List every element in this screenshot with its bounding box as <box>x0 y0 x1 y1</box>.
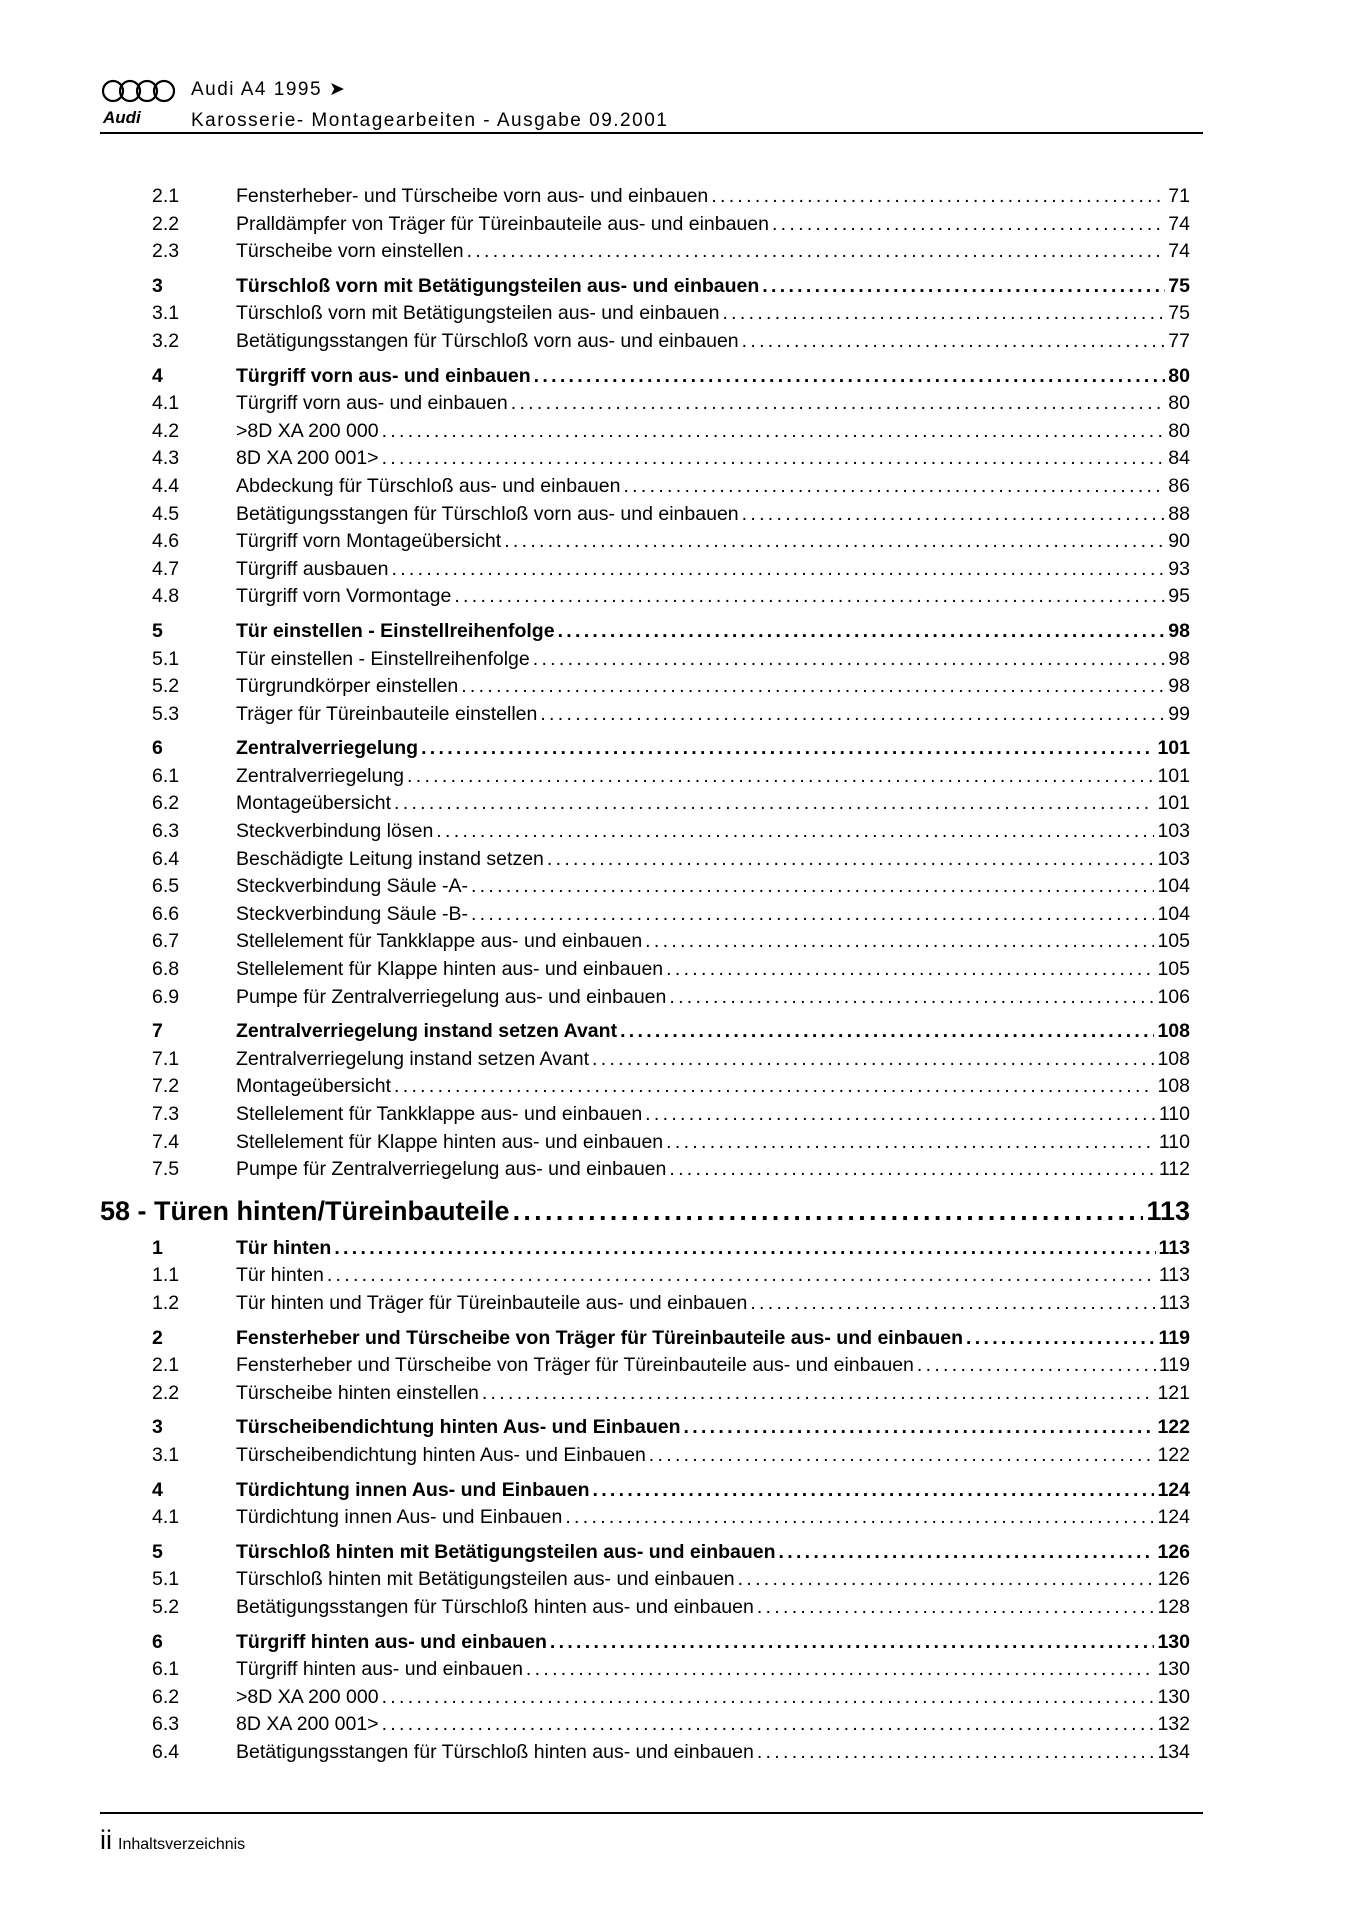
toc-row[interactable] <box>100 765 1190 793</box>
toc-page-number: 74 <box>1168 240 1190 263</box>
toc-dot-leader <box>454 585 1165 608</box>
toc-dot-leader <box>540 703 1165 726</box>
toc-dot-leader <box>762 275 1165 298</box>
toc-title: 58 - Türen hinten/Türeinbauteile <box>100 1195 510 1226</box>
toc-row[interactable] <box>100 958 1190 986</box>
toc-row[interactable] <box>100 648 1190 676</box>
toc-number: 6.3 <box>152 1713 180 1736</box>
toc-title: 8D XA 200 001> <box>236 447 379 470</box>
toc-chapter-row[interactable] <box>100 1327 1190 1355</box>
toc-title: Tür hinten <box>236 1264 324 1287</box>
toc-page-number: 124 <box>1157 1506 1190 1529</box>
toc-title: Zentralverriegelung <box>236 737 419 760</box>
toc-chapter-row[interactable] <box>100 737 1190 765</box>
toc-dot-leader <box>327 1264 1156 1287</box>
toc-number: 5.1 <box>152 647 180 670</box>
toc-row[interactable] <box>100 503 1190 531</box>
toc-title: Stellelement für Tankklappe aus- und einbauen <box>236 930 643 953</box>
toc-main-heading[interactable] <box>100 1196 1190 1234</box>
toc-dot-leader <box>482 1382 1155 1405</box>
audi-logo <box>100 78 180 128</box>
toc-row[interactable] <box>100 1596 1190 1624</box>
toc-number: 6.4 <box>152 1740 180 1763</box>
toc-number: 4.5 <box>152 502 180 525</box>
toc-chapter-row[interactable] <box>100 1020 1190 1048</box>
toc-row[interactable] <box>100 475 1190 503</box>
footer-page-number: ii <box>100 1825 112 1855</box>
toc-dot-leader <box>471 875 1154 898</box>
toc-title: Stellelement für Klappe hinten aus- und einbauen <box>236 1130 664 1153</box>
toc-title: Türschloß hinten mit Betätigungsteilen aus- und einbauen <box>236 1540 776 1563</box>
toc-row[interactable] <box>100 585 1190 613</box>
toc-dot-leader <box>742 330 1166 353</box>
toc-title: Fensterheber- und Türscheibe vorn aus- und einbauen <box>236 185 709 207</box>
toc-dot-leader <box>620 1020 1154 1043</box>
toc-title: Türgriff ausbauen <box>236 557 389 580</box>
toc-dot-leader <box>750 1292 1156 1315</box>
toc-page-number: 121 <box>1157 1381 1190 1404</box>
toc-page-number: 80 <box>1168 392 1190 415</box>
toc-dot-leader <box>504 530 1165 553</box>
toc-page-number: 113 <box>1146 1195 1190 1226</box>
toc-page-number: 134 <box>1157 1740 1190 1763</box>
toc-title: Betätigungsstangen für Türschloß hinten aus- und einbauen <box>236 1740 754 1763</box>
toc-number: 4.1 <box>152 392 180 415</box>
toc-row[interactable] <box>100 213 1190 241</box>
toc-page-number: 105 <box>1157 958 1190 981</box>
toc-page-number: 93 <box>1168 557 1190 580</box>
toc-page-number: 103 <box>1157 847 1190 870</box>
toc-chapter-row[interactable] <box>100 1416 1190 1444</box>
page-header <box>100 78 1203 136</box>
toc-dot-leader <box>649 1444 1155 1467</box>
toc-page-number: 113 <box>1158 1291 1190 1314</box>
toc-page-number: 124 <box>1157 1478 1190 1501</box>
toc-title: Stellelement für Tankklappe aus- und einbauen <box>236 1103 643 1125</box>
toc-dot-leader <box>558 620 1166 643</box>
toc-number: 4 <box>152 364 163 387</box>
toc-title: Stellelement für Klappe hinten aus- und einbauen <box>236 958 664 981</box>
toc-title: Zentralverriegelung instand setzen Avant <box>236 1047 590 1070</box>
toc-title: Steckverbindung lösen <box>236 820 434 843</box>
toc-title: Türgriff vorn aus- und einbauen <box>236 392 508 415</box>
toc-title: Tür einstellen - Einstellreihenfolge <box>236 647 530 670</box>
toc-number: 5.3 <box>152 702 180 725</box>
toc-number: 3.1 <box>152 302 180 325</box>
toc-dot-leader <box>966 1327 1155 1350</box>
toc-dot-leader <box>394 1075 1154 1098</box>
toc-number: 6.5 <box>152 875 180 898</box>
toc-dot-leader <box>394 792 1154 815</box>
toc-row[interactable] <box>100 1292 1190 1320</box>
toc-page-number: 80 <box>1168 364 1190 387</box>
toc-row[interactable] <box>100 848 1190 876</box>
toc-title: Türscheibendichtung hinten Aus- und Einbauen <box>236 1443 646 1466</box>
toc-title: Tür hinten und Träger für Türeinbauteile aus- und einbauen <box>236 1291 748 1314</box>
toc-page-number: 101 <box>1157 792 1190 815</box>
toc-page-number: 75 <box>1168 302 1190 325</box>
toc-number: 7.4 <box>152 1130 180 1153</box>
header-subtitle: Karosserie- Montagearbeiten - Ausgabe 09.2001 <box>191 110 669 131</box>
toc-row[interactable] <box>100 1444 1190 1472</box>
toc-page-number: 126 <box>1157 1540 1190 1563</box>
toc-chapter-row[interactable] <box>100 1541 1190 1569</box>
toc-number: 2 <box>152 1326 163 1349</box>
toc-number: 5 <box>152 1540 163 1563</box>
toc-page-number: 80 <box>1168 419 1190 442</box>
toc-dot-leader <box>623 475 1165 498</box>
toc-page-number: 112 <box>1158 1158 1190 1181</box>
header-divider <box>100 132 1203 134</box>
toc-row[interactable] <box>100 1264 1190 1292</box>
toc-row[interactable] <box>100 1048 1190 1076</box>
toc-number: 1.2 <box>152 1291 180 1314</box>
toc-page-number: 110 <box>1158 1130 1190 1153</box>
toc-title: Türgriff vorn Montageübersicht <box>236 530 502 553</box>
toc-row[interactable] <box>100 447 1190 475</box>
toc-row[interactable] <box>100 1713 1190 1741</box>
toc-number: 7 <box>152 1020 163 1043</box>
toc-dot-leader <box>382 420 1166 443</box>
toc-page-number: 71 <box>1168 185 1190 207</box>
toc-dot-leader <box>407 765 1154 788</box>
toc-row[interactable] <box>100 1382 1190 1410</box>
toc-number: 5.2 <box>152 1595 180 1618</box>
toc-title: Steckverbindung Säule -A- <box>236 875 468 898</box>
toc-title: Türdichtung innen Aus- und Einbauen <box>236 1478 590 1501</box>
toc-number: 1.1 <box>152 1264 180 1287</box>
header-title: Audi A4 1995 ➤ <box>191 79 347 100</box>
toc-title: Türgriff hinten aus- und einbauen <box>236 1630 547 1653</box>
toc-page-number: 110 <box>1158 1103 1190 1125</box>
toc-dot-leader <box>421 737 1154 760</box>
toc-title: Träger für Türeinbauteile einstellen <box>236 702 538 725</box>
toc-dot-leader <box>742 503 1166 526</box>
toc-row[interactable] <box>100 1103 1190 1131</box>
toc-row[interactable] <box>100 185 1190 213</box>
toc-number: 2.1 <box>152 185 180 207</box>
toc-title: 8D XA 200 001> <box>236 1713 379 1736</box>
toc-page-number: 75 <box>1168 274 1190 297</box>
toc-dot-leader <box>666 958 1154 981</box>
toc-number: 6 <box>152 1630 163 1653</box>
toc-number: 5.1 <box>152 1568 180 1591</box>
toc-title: Pumpe für Zentralverriegelung aus- und einbauen <box>236 985 667 1008</box>
toc-page-number: 101 <box>1157 737 1190 760</box>
toc-number: 6.4 <box>152 847 180 870</box>
toc-title: Türgriff vorn aus- und einbauen <box>236 364 531 387</box>
toc-row[interactable] <box>100 1354 1190 1382</box>
toc-page-number: 86 <box>1168 474 1190 497</box>
table-of-contents <box>100 185 1190 1768</box>
toc-title: Pumpe für Zentralverriegelung aus- und einbauen <box>236 1158 667 1181</box>
toc-dot-leader <box>382 1713 1155 1736</box>
toc-chapter-row[interactable] <box>100 1479 1190 1507</box>
toc-page-number: 130 <box>1157 1658 1190 1681</box>
toc-dot-leader <box>593 1479 1155 1502</box>
toc-dot-leader <box>471 903 1154 926</box>
toc-dot-leader <box>467 240 1166 263</box>
toc-number: 2.1 <box>152 1354 180 1377</box>
toc-title: Abdeckung für Türschloß aus- und einbauen <box>236 474 621 497</box>
toc-row[interactable] <box>100 875 1190 903</box>
toc-row[interactable] <box>100 1158 1190 1186</box>
footer-divider <box>100 1812 1203 1814</box>
toc-dot-leader <box>711 185 1165 208</box>
toc-number: 6.2 <box>152 792 180 815</box>
toc-number: 7.5 <box>152 1158 180 1181</box>
toc-dot-leader <box>645 930 1154 953</box>
toc-dot-leader <box>592 1048 1154 1071</box>
toc-title: Betätigungsstangen für Türschloß vorn aus- und einbauen <box>236 329 739 352</box>
toc-title: Türgrundkörper einstellen <box>236 675 459 698</box>
toc-page-number: 119 <box>1158 1326 1190 1349</box>
toc-number: 3.2 <box>152 329 180 352</box>
toc-page-number: 88 <box>1168 502 1190 525</box>
toc-dot-leader <box>738 1568 1155 1591</box>
toc-dot-leader <box>334 1237 1155 1260</box>
toc-page-number: 113 <box>1158 1236 1190 1259</box>
toc-title: >8D XA 200 000 <box>236 419 379 442</box>
toc-number: 4 <box>152 1478 163 1501</box>
toc-number: 4.7 <box>152 557 180 580</box>
toc-dot-leader <box>382 447 1166 470</box>
toc-chapter-row[interactable] <box>100 365 1190 393</box>
toc-dot-leader <box>779 1541 1155 1564</box>
toc-page-number: 99 <box>1168 702 1190 725</box>
toc-title: Montageübersicht <box>236 1075 392 1098</box>
toc-page-number: 130 <box>1157 1630 1190 1653</box>
toc-title: Türgriff hinten aus- und einbauen <box>236 1658 523 1681</box>
toc-row[interactable] <box>100 1686 1190 1714</box>
toc-page-number: 77 <box>1168 329 1190 352</box>
toc-number: 4.6 <box>152 530 180 553</box>
toc-page-number: 98 <box>1168 619 1190 642</box>
toc-title: Türschloß vorn mit Betätigungsteilen aus- und einbauen <box>236 302 720 325</box>
toc-row[interactable] <box>100 1568 1190 1596</box>
toc-number: 6 <box>152 737 163 760</box>
toc-number: 4.2 <box>152 419 180 442</box>
toc-number: 5 <box>152 619 163 642</box>
toc-title: Betätigungsstangen für Türschloß hinten aus- und einbauen <box>236 1595 754 1618</box>
toc-chapter-row[interactable] <box>100 620 1190 648</box>
toc-page-number: 104 <box>1157 875 1190 898</box>
toc-number: 3.1 <box>152 1443 180 1466</box>
toc-row[interactable] <box>100 302 1190 330</box>
toc-number: 2.2 <box>152 212 180 235</box>
toc-dot-leader <box>565 1506 1154 1529</box>
toc-title: Türscheibe hinten einstellen <box>236 1381 479 1404</box>
toc-dot-leader <box>382 1686 1155 1709</box>
toc-row[interactable] <box>100 903 1190 931</box>
toc-row[interactable] <box>100 792 1190 820</box>
toc-page-number: 113 <box>1158 1264 1190 1287</box>
toc-row[interactable] <box>100 820 1190 848</box>
toc-title: Tür einstellen - Einstellreihenfolge <box>236 619 555 642</box>
toc-page-number: 98 <box>1168 675 1190 698</box>
toc-number: 6.8 <box>152 958 180 981</box>
toc-title: Türscheibendichtung hinten Aus- und Einbauen <box>236 1416 681 1439</box>
toc-number: 6.1 <box>152 764 180 787</box>
toc-row[interactable] <box>100 703 1190 731</box>
toc-number: 3 <box>152 274 163 297</box>
toc-title: Montageübersicht <box>236 792 392 815</box>
toc-row[interactable] <box>100 1741 1190 1769</box>
toc-page-number: 122 <box>1157 1416 1190 1439</box>
toc-title: Betätigungsstangen für Türschloß vorn aus- und einbauen <box>236 502 739 525</box>
toc-row[interactable] <box>100 330 1190 358</box>
toc-title: Türgriff vorn Vormontage <box>236 585 452 608</box>
toc-row[interactable] <box>100 1131 1190 1159</box>
toc-chapter-row[interactable] <box>100 1237 1190 1265</box>
toc-number: 7.3 <box>152 1103 180 1125</box>
toc-title: Türdichtung innen Aus- und Einbauen <box>236 1506 563 1529</box>
toc-page-number: 74 <box>1168 212 1190 235</box>
toc-title: Steckverbindung Säule -B- <box>236 902 468 925</box>
toc-chapter-row[interactable] <box>100 1631 1190 1659</box>
toc-number: 3 <box>152 1416 163 1439</box>
toc-dot-leader <box>722 302 1165 325</box>
toc-row[interactable] <box>100 240 1190 268</box>
page-footer <box>100 1825 245 1856</box>
toc-number: 6.2 <box>152 1685 180 1708</box>
toc-number: 6.1 <box>152 1658 180 1681</box>
toc-page-number: 132 <box>1157 1713 1190 1736</box>
toc-page-number: 130 <box>1157 1685 1190 1708</box>
toc-number: 4.1 <box>152 1506 180 1529</box>
toc-number: 6.7 <box>152 930 180 953</box>
toc-dot-leader <box>666 1131 1156 1154</box>
toc-page-number: 106 <box>1157 985 1190 1008</box>
toc-page-number: 105 <box>1157 930 1190 953</box>
toc-number: 7.2 <box>152 1075 180 1098</box>
toc-dot-leader <box>550 1631 1155 1654</box>
toc-dot-leader <box>511 392 1166 415</box>
toc-number: 4.3 <box>152 447 180 470</box>
toc-dot-leader <box>645 1103 1156 1126</box>
toc-dot-leader <box>757 1596 1155 1619</box>
toc-dot-leader <box>669 986 1154 1009</box>
toc-dot-leader <box>917 1354 1156 1377</box>
toc-title: Fensterheber und Türscheibe von Träger für Türeinbauteile aus- und einbauen <box>236 1354 914 1377</box>
toc-number: 2.3 <box>152 240 180 263</box>
toc-title: Tür hinten <box>236 1236 332 1259</box>
toc-row[interactable] <box>100 675 1190 703</box>
toc-row[interactable] <box>100 392 1190 420</box>
toc-title: Türschloß vorn mit Betätigungsteilen aus- und einbauen <box>236 274 760 297</box>
toc-dot-leader <box>392 558 1166 581</box>
toc-number: 6.3 <box>152 820 180 843</box>
toc-dot-leader <box>669 1158 1156 1181</box>
toc-page-number: 108 <box>1157 1047 1190 1070</box>
toc-page-number: 104 <box>1157 902 1190 925</box>
toc-page-number: 108 <box>1157 1020 1190 1043</box>
toc-row[interactable] <box>100 1075 1190 1103</box>
toc-number: 4.8 <box>152 585 180 608</box>
toc-chapter-row[interactable] <box>100 275 1190 303</box>
toc-dot-leader <box>461 675 1165 698</box>
toc-page-number: 90 <box>1168 530 1190 553</box>
toc-dot-leader <box>513 1196 1144 1227</box>
toc-page-number: 128 <box>1157 1595 1190 1618</box>
toc-title: Zentralverriegelung <box>236 764 405 787</box>
toc-title: Türschloß hinten mit Betätigungsteilen aus- und einbauen <box>236 1568 735 1591</box>
toc-row[interactable] <box>100 1658 1190 1686</box>
toc-number: 7.1 <box>152 1047 180 1070</box>
toc-title: Zentralverriegelung instand setzen Avant <box>236 1020 618 1043</box>
toc-page-number: 119 <box>1158 1354 1190 1377</box>
toc-row[interactable] <box>100 420 1190 448</box>
toc-title: Pralldämpfer von Träger für Türeinbauteile aus- und einbauen <box>236 212 769 235</box>
toc-dot-leader <box>684 1416 1155 1439</box>
audi-wordmark: Audi <box>103 108 141 127</box>
toc-dot-leader <box>772 213 1165 236</box>
toc-page-number: 101 <box>1157 764 1190 787</box>
toc-number: 6.9 <box>152 985 180 1008</box>
toc-number: 2.2 <box>152 1381 180 1404</box>
toc-number: 5.2 <box>152 675 180 698</box>
toc-dot-leader <box>526 1658 1155 1681</box>
toc-number: 4.4 <box>152 474 180 497</box>
toc-page-number: 95 <box>1168 585 1190 608</box>
toc-page-number: 122 <box>1157 1443 1190 1466</box>
toc-page-number: 98 <box>1168 647 1190 670</box>
toc-dot-leader <box>757 1741 1155 1764</box>
toc-number: 1 <box>152 1236 163 1259</box>
toc-dot-leader <box>547 848 1155 871</box>
toc-row[interactable] <box>100 530 1190 558</box>
footer-label: Inhaltsverzeichnis <box>118 1836 246 1853</box>
toc-title: Fensterheber und Türscheibe von Träger für Türeinbauteile aus- und einbauen <box>236 1326 964 1349</box>
toc-row[interactable] <box>100 558 1190 586</box>
toc-page-number: 84 <box>1168 447 1190 470</box>
toc-row[interactable] <box>100 930 1190 958</box>
toc-page-number: 126 <box>1157 1568 1190 1591</box>
toc-title: Türscheibe vorn einstellen <box>236 240 464 263</box>
toc-title: Beschädigte Leitung instand setzen <box>236 847 544 870</box>
toc-row[interactable] <box>100 1506 1190 1534</box>
toc-dot-leader <box>534 365 1166 388</box>
toc-number: 6.6 <box>152 902 180 925</box>
toc-page-number: 103 <box>1157 820 1190 843</box>
toc-dot-leader <box>436 820 1154 843</box>
toc-page-number: 108 <box>1157 1075 1190 1098</box>
toc-title: >8D XA 200 000 <box>236 1685 379 1708</box>
toc-dot-leader <box>533 648 1166 671</box>
toc-row[interactable] <box>100 986 1190 1014</box>
